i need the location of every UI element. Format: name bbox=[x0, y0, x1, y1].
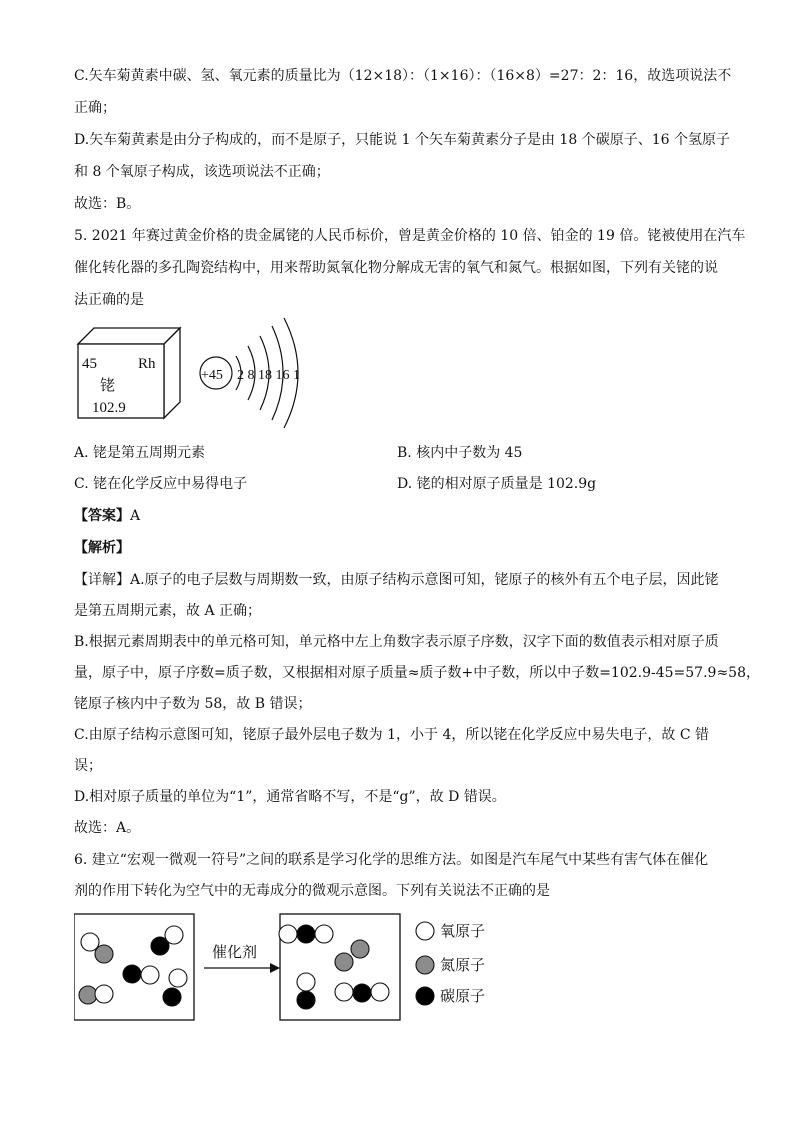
answer-label: 【答案】 bbox=[74, 508, 130, 524]
carbon-atom bbox=[353, 984, 371, 1002]
q5-stem-line: 催化转化器的多孔陶瓷结构中，用来帮助氮氧化物分解成无害的氧气和氮气。根据如图，下列有关铑的说 bbox=[74, 260, 718, 276]
legend-label-oxygen: 氧原子 bbox=[440, 922, 486, 940]
detail-line: 是第五周期元素，故 A 正确； bbox=[74, 603, 262, 619]
reaction-diagram bbox=[74, 912, 408, 1022]
oxygen-atom bbox=[297, 973, 315, 991]
carbon-atom bbox=[163, 988, 181, 1006]
oxygen-atom bbox=[141, 966, 159, 984]
nucleus-charge: +45 bbox=[201, 368, 223, 383]
q5-stem-line: 5. 2021 年赛过黄金价格的贵金属铑的人民币标价，曾是黄金价格的 10 倍、铂金的 19 倍。铑被使用在汽车 bbox=[74, 228, 746, 244]
option-b[interactable]: B. 核内中子数为 45 bbox=[397, 445, 523, 461]
answer-value: A bbox=[130, 508, 141, 524]
oxygen-atom bbox=[279, 925, 297, 943]
oxygen-atom bbox=[169, 969, 187, 987]
nitrogen-atom bbox=[335, 953, 353, 971]
text-line: 故选：B。 bbox=[74, 196, 141, 212]
carbon-atom bbox=[297, 925, 315, 943]
carbon-atom bbox=[297, 991, 315, 1009]
oxygen-atom bbox=[165, 926, 183, 944]
carbon-legend-icon bbox=[414, 985, 436, 1007]
atom-structure-diagram bbox=[196, 316, 320, 432]
nitrogen-legend-icon bbox=[414, 954, 436, 976]
q6-stem-line: 6. 建立“宏观一微观一符号”之间的联系是学习化学的思维方法。如图是汽车尾气中某些有害气体在催化 bbox=[74, 852, 709, 868]
carbon-atom bbox=[123, 965, 141, 983]
q6-stem-line: 剂的作用下转化为空气中的无毒成分的微观示意图。下列有关说法不正确的是 bbox=[74, 883, 550, 899]
detail-line: 故选：A。 bbox=[74, 820, 141, 836]
option-c[interactable]: C. 铑在化学反应中易得电子 bbox=[74, 476, 248, 492]
text-line: C.矢车菊黄素中碳、氢、氧元素的质量比为（12×18）：（1×16）：（16×8）=27：2：16，故选项说法不 bbox=[74, 68, 732, 84]
electron-shells: 2 8 18 16 1 bbox=[237, 368, 300, 383]
legend-label-carbon: 碳原子 bbox=[440, 987, 486, 1005]
oxygen-atom bbox=[81, 933, 99, 951]
detail-line: 铑原子核内中子数为 58，故 B 错误； bbox=[74, 696, 312, 712]
option-a[interactable]: A. 铑是第五周期元素 bbox=[74, 445, 206, 461]
detail-line: D.相对原子质量的单位为“1”，通常省略不写，不是“g”，故 D 错误。 bbox=[74, 789, 506, 805]
detail-line: B.根据元素周期表中的单元格可知，单元格中左上角数字表示原子序数，汉字下面的数值表示相对原子质 bbox=[74, 634, 719, 650]
arrow-head-icon bbox=[270, 963, 280, 973]
nitrogen-atom bbox=[95, 945, 113, 963]
analysis-label: 【解析】 bbox=[74, 540, 130, 556]
text-line: 正确； bbox=[74, 100, 116, 116]
detail-line: 量，原子中，原子序数=质子数，又根据相对原子质量≈质子数+中子数，所以中子数=102.9-45=57.9≈58， bbox=[74, 665, 760, 681]
detail-line: 误； bbox=[74, 758, 102, 774]
element-number: 45 bbox=[82, 356, 97, 372]
arrow-label: 催化剂 bbox=[212, 945, 258, 961]
element-name: 铑 bbox=[100, 378, 116, 394]
element-mass: 102.9 bbox=[92, 400, 126, 416]
oxygen-atom bbox=[371, 983, 389, 1001]
legend-label-nitrogen: 氮原子 bbox=[440, 956, 486, 974]
option-d[interactable]: D. 铑的相对原子质量是 102.9g bbox=[397, 476, 597, 492]
text-line: 和 8 个氧原子构成，该选项说法不正确； bbox=[74, 164, 330, 180]
oxygen-atom bbox=[315, 925, 333, 943]
text-line: D.矢车菊黄素是由分子构成的，而不是原子，只能说 1 个矢车菊黄素分子是由 18 个碳原子、16 个氢原子 bbox=[74, 132, 730, 148]
element-symbol: Rh bbox=[138, 356, 156, 372]
oxygen-atom bbox=[95, 985, 113, 1003]
answer-line bbox=[74, 506, 140, 526]
nitrogen-atom bbox=[351, 940, 369, 958]
detail-line: C.由原子结构示意图可知，铑原子最外层电子数为 1，小于 4，所以铑在化学反应中易失电子，故 C 错 bbox=[74, 727, 709, 743]
oxygen-legend-icon bbox=[414, 920, 436, 942]
oxygen-atom bbox=[335, 983, 353, 1001]
q5-stem-line: 法正确的是 bbox=[74, 292, 144, 308]
element-card-diagram bbox=[74, 322, 184, 422]
detail-line: 【详解】A.原子的电子层数与周期数一致，由原子结构示意图可知，铑原子的核外有五个电子层，因此铑 bbox=[74, 572, 719, 588]
nitrogen-atom bbox=[79, 986, 97, 1004]
